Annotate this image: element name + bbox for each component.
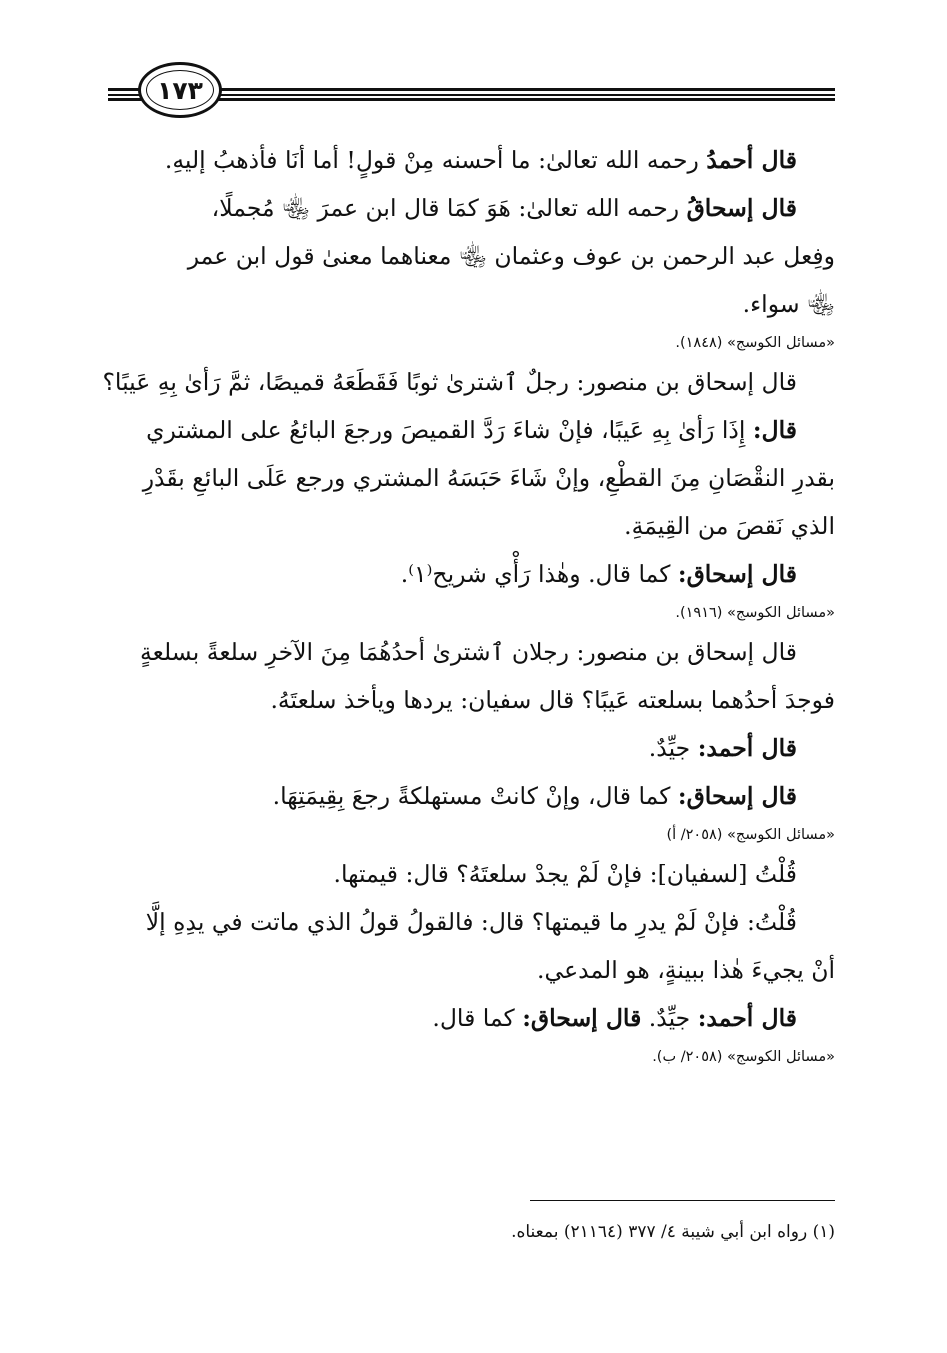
footnote-rule bbox=[530, 1200, 835, 1201]
speaker-label: قال إسحاق: bbox=[522, 1004, 642, 1032]
speaker-label: قال أحمد: bbox=[697, 734, 797, 762]
text-line bbox=[108, 136, 835, 184]
line-text: بقدرِ النقْصَانِ مِنَ القطْعِ، وإنْ شَاءَ حَبَسَهُ المشتري ورجع عَلَى البائعِ بقَدْرِ bbox=[142, 464, 835, 492]
text-line bbox=[108, 850, 835, 898]
speaker-label: قال أحمدُ bbox=[706, 146, 797, 174]
line-text: وفِعل عبد الرحمن بن عوف وعثمان ﵄ معناهما معنىٰ قول ابن عمر bbox=[187, 242, 835, 270]
text-line bbox=[108, 628, 835, 676]
line-text: فوجدَ أحدُهما بسلعته عَيبًا؟ قال سفيان: يردها ويأخذ سلعتَهُ. bbox=[270, 686, 835, 714]
footnote: (١) رواه ابن أبي شيبة ٤/ ٣٧٧ (٢١١٦٤) بمعناه. bbox=[511, 1222, 835, 1242]
text-line bbox=[108, 280, 835, 328]
speaker-label: قال إسحاق: bbox=[677, 782, 797, 810]
line-text: جيِّدٌ. bbox=[641, 1004, 698, 1032]
line-text: إِذَا رَأىٰ بِهِ عَيبًا، فإنْ شاءَ رَدَّ القميصَ ورجعَ البائعُ على المشتري bbox=[146, 416, 753, 444]
source-citation: «مسائل الكوسج» (١٨٤٨). bbox=[675, 335, 835, 351]
text-line bbox=[108, 232, 835, 280]
line-text: قال إسحاق بن منصور: رجلٌ ٱشترىٰ ثوبًا فَقَطَعَهُ قميصًا، ثمَّ رَأىٰ بِهِ عَيبًا؟ bbox=[102, 368, 797, 396]
line-text: رحمه الله تعالىٰ: ما أحسنه مِنْ قولٍ! أما أنَا فأذهبُ إليهِ. bbox=[164, 146, 707, 174]
line-text: كما قال. وهٰذا رَأْي شريح⁽١⁾. bbox=[400, 560, 678, 588]
text-line bbox=[108, 724, 835, 772]
page-number: ١٧٣ bbox=[157, 75, 203, 105]
text-line bbox=[108, 772, 835, 820]
line-text: قال إسحاق بن منصور: رجلان ٱشترىٰ أحدُهُمَا مِنَ الآخرِ سلعةً بسلعةٍ bbox=[140, 638, 797, 666]
text-line bbox=[108, 550, 835, 598]
line-text: رحمه الله تعالىٰ: هَوَ كمَا قال ابن عمرَ ﵄ مُجملًا، bbox=[211, 194, 687, 222]
source-citation: «مسائل الكوسج» (٢٠٥٨/ أ) bbox=[666, 827, 835, 843]
line-text: كما قال. bbox=[432, 1004, 523, 1032]
source-citation: «مسائل الكوسج» (١٩١٦). bbox=[675, 605, 835, 621]
line-text: قُلْتُ [لسفيان]: فإنْ لَمْ يجدْ سلعتَهُ؟ قال: قيمتها. bbox=[333, 860, 797, 888]
speaker-label: قال أحمد: bbox=[697, 1004, 797, 1032]
line-text: ﵄ سواء. bbox=[742, 290, 835, 318]
speaker-label: قال إسحاق: bbox=[677, 560, 797, 588]
text-line bbox=[102, 358, 835, 406]
source-citation: «مسائل الكوسج» (٢٠٥٨/ ب). bbox=[652, 1049, 835, 1065]
text-line bbox=[108, 946, 835, 994]
page-header bbox=[108, 60, 835, 122]
text-line bbox=[108, 454, 835, 502]
line-text: الذي نَقصَ من القِيمَةِ. bbox=[624, 512, 835, 540]
text-line bbox=[108, 184, 835, 232]
text-line bbox=[108, 502, 835, 550]
text-line bbox=[108, 994, 835, 1042]
text-line bbox=[108, 898, 835, 946]
line-text: جيِّدٌ. bbox=[648, 734, 698, 762]
line-text: قُلْتُ: فإنْ لَمْ يدرِ ما قيمتها؟ قال: فالقولُ قولُ الذي ماتت في يدِهِ إلَّا bbox=[145, 908, 797, 936]
text-line bbox=[108, 406, 835, 454]
text-line bbox=[108, 676, 835, 724]
page-number-badge bbox=[138, 62, 222, 118]
speaker-label: قال: bbox=[752, 416, 797, 444]
line-text: أنْ يجيءَ هٰذا ببينةٍ، هو المدعي. bbox=[537, 956, 835, 984]
speaker-label: قال إسحاقُ bbox=[686, 194, 797, 222]
line-text: كما قال، وإنْ كانتْ مستهلكةً رجعَ بِقِيمَتِهَا. bbox=[272, 782, 678, 810]
page-body bbox=[102, 136, 835, 1072]
